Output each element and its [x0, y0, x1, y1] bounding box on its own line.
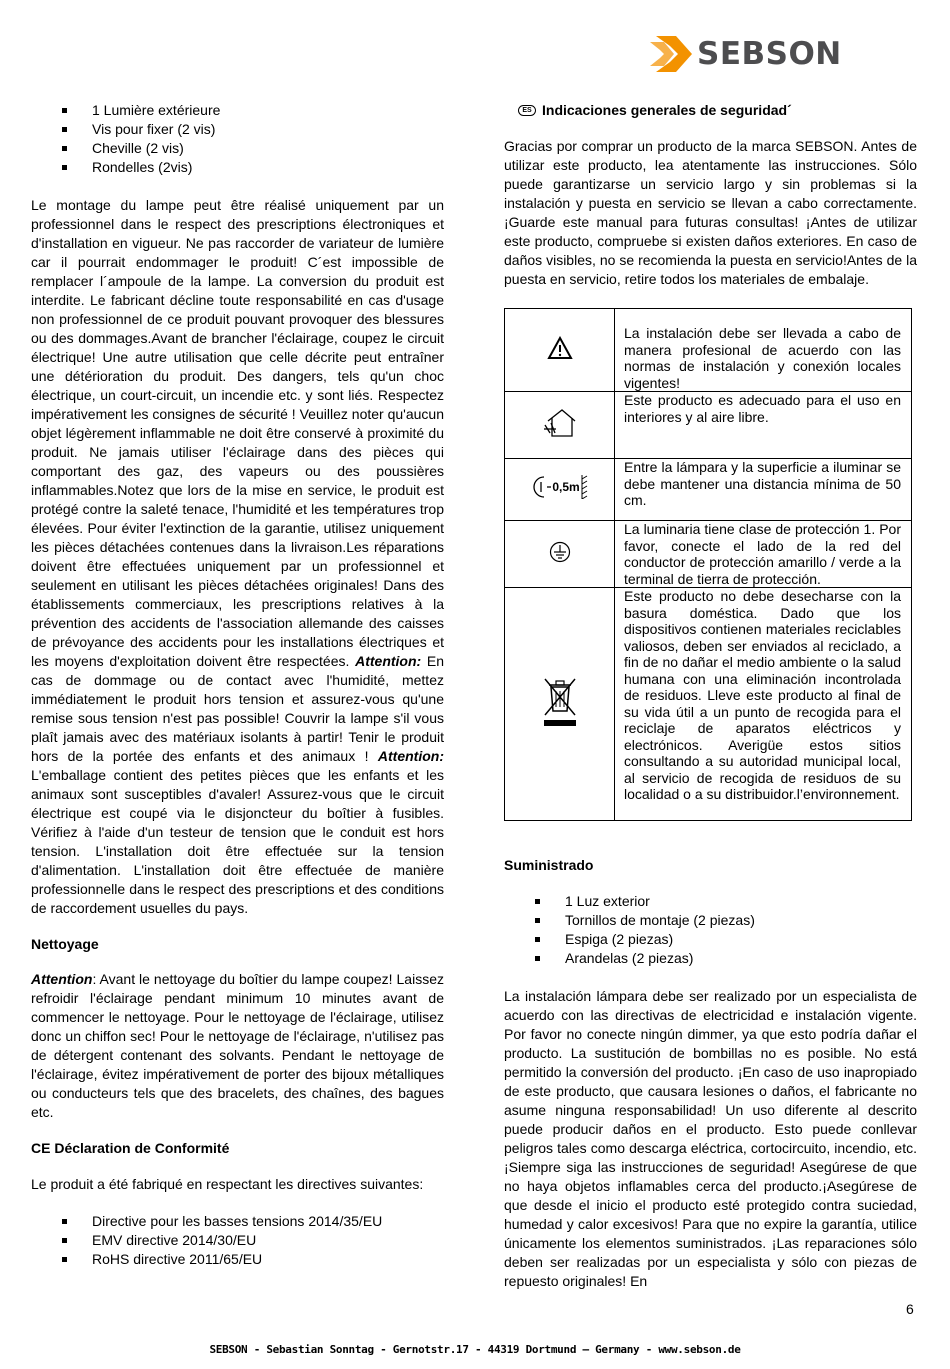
ce-heading: CE Déclaration de Conformité: [31, 1140, 230, 1156]
table-cell-text: Este producto es adecuado para el uso en interiores y al aire libre.: [615, 392, 912, 459]
list-item: Espiga (2 piezas): [504, 930, 917, 949]
attention-label: Attention:: [377, 748, 444, 764]
table-cell-text: La luminaria tiene clase de protección 1. Por favor, conecte el lado de la red del conductor de protección amarillo / verde a la terminal de tierra de protección.: [615, 521, 912, 588]
table-row: [505, 588, 912, 821]
icon-cell: [505, 521, 615, 588]
list-item: 1 Luz exterior: [504, 892, 917, 911]
attention-label: Attention:: [355, 653, 422, 669]
safety-heading: Indicaciones generales de seguridad´: [542, 102, 792, 118]
list-item: Arandelas (2 piezas): [504, 949, 917, 968]
warning-triangle-icon: [547, 336, 573, 360]
table-row: [505, 309, 912, 392]
intro-paragraph-es: Gracias por comprar un producto de la marca SEBSON. Antes de utilizar este producto, lea atentamente las instrucciones. Sólo puede garantizarse un servicio largo y sin problemas si la instalación y puesta en servicio se llevan a cabo correctamente. ¡Guarde este manual para futuras consultas! ¡Antes de utilizar este producto, compruebe si existen daños exteriores. En caso de daños visibles, no se recomienda la puesta en servicio!Antes de la puesta en servicio, retire todos los materiales de embalaje.: [504, 138, 917, 287]
sebson-logo: [650, 34, 860, 76]
icon-cell: [505, 459, 615, 521]
supplied-list-fr: [31, 101, 444, 177]
table-cell-text: Este producto no debe desecharse con la basura doméstica. Dado que los dispositivos contienen materiales reciclables valiosos, deben ser enviados al reciclado, a fin de no dañar el medio ambiente o la salud humana con una eliminación incontrolada de residuos. Lleve este producto al final de su vida útil a un punto de recogida para el reciclaje de aparatos eléctricos y electrónicos. Averigüe estos sitios consultando a su autoridad municipal local, al servicio de recogida de residuos de su localidad o a su distribuidor.l’environnement.: [615, 588, 912, 821]
list-item: Tornillos de montaje (2 piezas): [504, 911, 917, 930]
indoor-outdoor-icon: [542, 407, 578, 439]
cleaning-heading: Nettoyage: [31, 936, 99, 952]
table-row: [505, 392, 912, 459]
installation-paragraph-es: La instalación lámpara debe ser realizado por un especialista de acuerdo con las directivas de electricidad e instalación vigente. Por favor no conecte ningún dimmer, ya que esto podría dañar el producto. La sustitución de bombillas no es posible. No está permitido la conversión del producto. ¡En caso de uso inapropiado de este producto, que causara lesiones o daños, el fabricante no asume ninguna responsabilidad! Un uso diferente al descrito puede producir daños en el producto. Esto puede conllevar peligros tales como descarga eléctrica, cortocircuito, incendio, etc. ¡Siempre siga las instrucciones de seguridad! Asegúrese de que no haya objetos inflamables cerca del producto.¡Asegúrese de que desde el inicio el producto esté protegido contra suciedad, humedad y calor excesivos! Para que no expire la garantía, utilice únicamente los elementos suministrados. ¡Las reparaciones sólo deben ser realizadas por un especialista y sólo con piezas de repuesto originales! En: [504, 988, 917, 1289]
weee-crossed-bin-icon: [542, 676, 578, 728]
distance-label: 0,5m: [552, 479, 580, 494]
table-row: [505, 459, 912, 521]
table-cell-text: La instalación debe ser llevada a cabo de manera profesional de acuerdo con las normas de instalación y conexión locales vigentes!: [615, 309, 912, 392]
brand-name: SEBSON: [697, 36, 842, 72]
list-item: Vis pour fixer (2 vis): [31, 120, 444, 139]
list-item: 1 Lumière extérieure: [31, 101, 444, 120]
supplied-list-es: [504, 892, 917, 968]
page-number: 6: [906, 1301, 914, 1317]
supplied-heading-es: Suministrado: [504, 857, 594, 873]
safety-table: [504, 308, 912, 821]
table-row: [505, 521, 912, 588]
right-column-spanish: [504, 101, 917, 289]
list-item: Directive pour les basses tensions 2014/35/EU: [31, 1212, 444, 1231]
left-column-french: [31, 101, 444, 1269]
right-column-lower: [504, 856, 917, 1291]
ce-directives-list: [31, 1212, 444, 1269]
icon-cell: [505, 309, 615, 392]
list-item: Rondelles (2vis): [31, 158, 444, 177]
ce-intro: Le produit a été fabriqué en respectant les directives suivantes:: [31, 1176, 424, 1192]
protection-class-1-icon: [549, 541, 571, 563]
cleaning-paragraph: Attention: Avant le nettoyage du boîtier du lampe coupez! Laissez refroidir l'éclairage pendant minimum 10 minutes avant de commencer le nettoyage. Pour le nettoyage de l'éclairage, utilisez donc un chiffon sec! Pour le nettoyage de l'éclairage, n'utilisez pas de détergent contenant des solvants. Pendant le nettoyage de l'éclairage, évitez impérativement de porter des bijoux métalliques ou conducteurs tels que des bracelets, des chaînes, des bagues etc.: [31, 971, 444, 1120]
language-badge: ES: [518, 105, 536, 116]
icon-cell: [505, 588, 615, 821]
safety-heading-row: [504, 101, 917, 120]
sebson-chevron-icon: [650, 36, 694, 72]
installation-paragraph-fr: Le montage du lampe peut être réalisé uniquement par un professionnel dans le respect des prescriptions électroniques et d'installation en vigueur. Ne pas raccorder de variateur de lumière car il pourrait endommager le produit! C´est impossible de remplacer l´ampoule de la lampe. La conversion du produit est interdite. Le fabricant décline toute responsabilité en cas d'usage non professionnel de ce produit pouvant provoquer des blessures ou des dommages.Avant de brancher l'éclairage, coupez le circuit électrique! Une autre utilisation que celle décrite peut entraîner une détérioration du produit. Des dangers, tels qu'un choc électrique, un court-circuit, un incendie etc. y sont liés. Respectez impérativement les consignes de sécurité ! Veuillez noter qu'aucun objet légèrement inflammable ne doit être conservé à proximité du produit. Ne jamais utiliser l'éclairage dans des pièces qui comportant des gaz, des vapeurs ou des poussières inflammables.Notez que lors de la mise en service, le produit est protégé contre la saleté tenace, l'humidité et les températures trop élevées. Pour éviter l'extinction de la garantie, utilisez uniquement les pièces détachées contenues dans la livraison.Les réparations doivent être effectuées uniquement par un professionnel et seulement en utilisant les pièces détachées originales! Dans des établissements commerciaux, les prescriptions relatives à la prévention des accidents de l'association allemande des caisses de prévoyance des accidents pour les installations électriques et les moyens d'exploitation doivent être respectées. Attention: En cas de dommage ou de contact avec l'humidité, mettez immédiatement le produit hors tension et assurez-vous qu'une remise sous tension n'est pas possible! Couvrir la lampe s'il vous plaît jamais avec des matériaux isolants à partir! Tenir le produit hors de la portée des enfants et des animaux ! Attention: L'emballage contient des petites pièces que les enfants et les animaux sont susceptibles d'avaler! Assurez-vous que le circuit électrique est coupé via le disjoncteur du boîtier à fusibles. Vérifiez à l'aide d'un testeur de tension que le conduit est hors tension. L'installation doit être effectuée sur la tension d'alimentation. L'installation doit être effectuée de manière professionnelle dans le respect des prescriptions et des conditions de raccordement usuelles du pays.: [31, 197, 445, 916]
table-cell-text: Entre la lámpara y la superficie a iluminar se debe mantener una distancia mínima de 50 cm.: [615, 459, 912, 521]
list-item: EMV directive 2014/30/EU: [31, 1231, 444, 1250]
list-item: RoHS directive 2011/65/EU: [31, 1250, 444, 1269]
page-footer: SEBSON - Sebastian Sonntag - Gernotstr.17 - 44319 Dortmund – Germany - www.sebson.de: [209, 1343, 741, 1356]
distance-icon: [531, 474, 587, 500]
icon-cell: [505, 392, 615, 459]
list-item: Cheville (2 vis): [31, 139, 444, 158]
attention-label: Attention: [31, 971, 93, 987]
